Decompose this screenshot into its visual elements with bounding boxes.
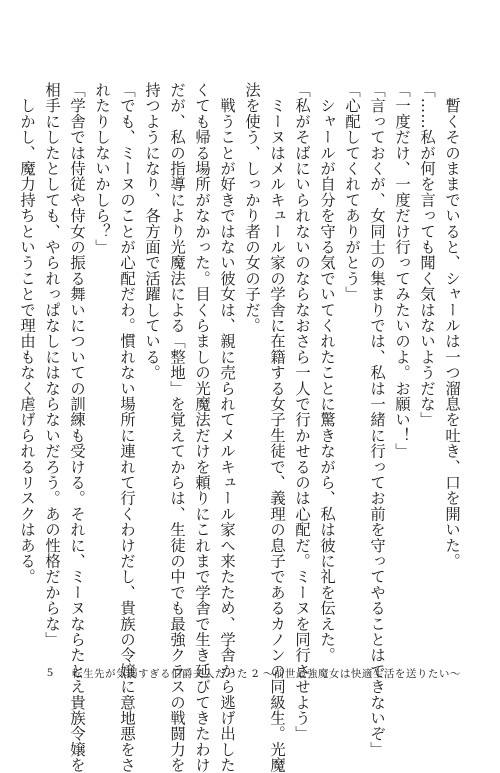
text-line: だが、私の指導により光魔法による「整地」を覚えてからは、生徒の中でも最強クラスの戦闘力を	[168, 82, 186, 773]
text-line: 相手にしたとしても、やられっぱなしにはならないだろう。あの性格だからな」	[43, 82, 61, 648]
page-footer	[0, 661, 500, 683]
text-line: れたりしないかしら？」	[93, 82, 111, 255]
text-line: 持つようになり、各方面で活躍している。	[143, 82, 161, 381]
text-line: 「心配してくれてありがとう」	[343, 82, 361, 302]
running-title: 転生先が気弱すぎる伯爵夫人だった 2 ～前世最強魔女は快適生活を送りたい～	[72, 668, 461, 680]
text-line: 「でも、ミーヌのことが心配だわ。慣れない場所に連れて行くわけだし、貴族の令嬢に意地悪をさ	[118, 82, 136, 773]
text-line: 「言っておくが、女同士の集まりでは、私は一緒に行ってお前を守ってやることはできないぞ」	[368, 82, 386, 758]
text-line: 暫くそのままでいると、シャールは一つ溜息を吐き、口を開いた。	[443, 82, 461, 569]
text-line: 「学舎では侍従や侍女の振る舞いについての訓練も受ける。それに、ミーヌならたとえ貴族令嬢を	[68, 82, 86, 773]
text-line: 法を使う、しっかり者の女の子だ。	[243, 82, 261, 334]
page-number: 5	[47, 665, 53, 679]
text-line: ミーヌはメルキュール家の学舎に在籍する女子生徒で、義理の息子であるカノンの同級生。光魔	[268, 82, 286, 773]
text-line: 「私がそばにいられないのならなおさら一人で行かせるのは心配だ。ミーヌを同行させよう」	[293, 82, 311, 742]
text-line: しかし、魔力持ちということで理由もなく虐げられるリスクはある。	[18, 82, 36, 585]
text-line: 「一度だけ、一度だけ行ってみたいのよ。お願い！」	[393, 82, 411, 459]
text-line: くても帰る場所がなかった。目くらましの光魔法だけを頼りにこれまで学舎で生き延びてきたわけ	[193, 82, 211, 773]
text-line: 「……私が何を言っても聞く気はないようだな」	[418, 82, 436, 428]
text-line: シャールが自分を守る気でいてくれたことに驚きながら、私は彼に礼を伝えた。	[318, 82, 336, 663]
text-line: 戦うことが好きではない彼女は、親に売られてメルキュール家へ来たため、学舎から逃げ出した	[218, 82, 236, 773]
